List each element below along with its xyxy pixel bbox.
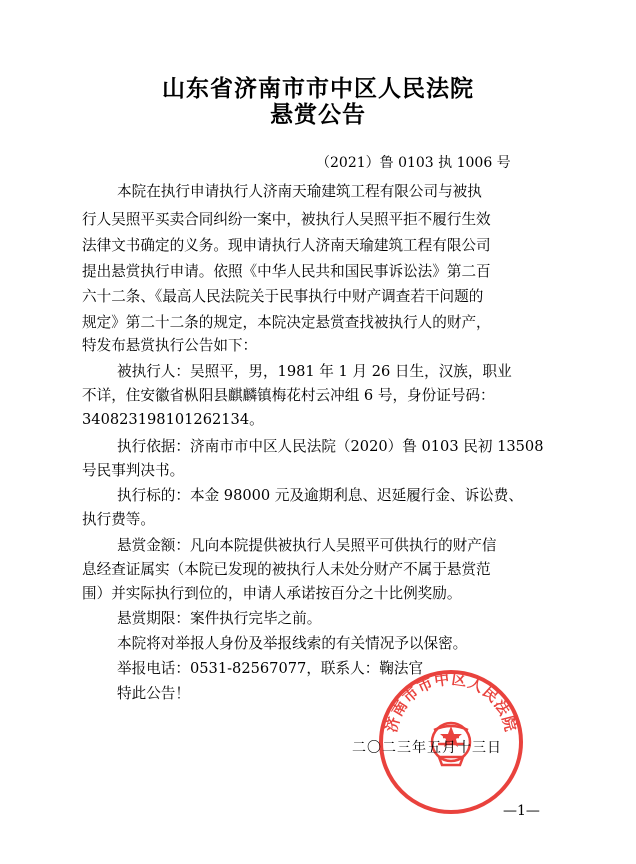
case-number: （2021）鲁 0103 执 1006 号 [316, 155, 511, 171]
body-line: 本院将对举报人身份及举报线索的有关情况予以保密。 [117, 635, 468, 652]
body-line: 息经查证属实（本院已发现的被执行人未处分财产不属于悬赏范 [82, 561, 491, 578]
body-line: 被执行人：吴照平，男，1981 年 1 月 26 日生，汉族，职业 [117, 363, 512, 380]
body-line: 行人吴照平买卖合同纠纷一案中，被执行人吴照平拒不履行生效 [82, 211, 491, 228]
body-line: 执行费等。 [82, 511, 155, 528]
page-number: —1— [503, 803, 540, 819]
body-line: 本院在执行申请执行人济南天瑜建筑工程有限公司与被执 [117, 183, 482, 200]
document-title: 山东省济南市市中区人民法院 [162, 75, 474, 102]
body-line: 举报电话：0531-82567077，联系人：鞠法官 [117, 660, 424, 677]
body-line: 提出悬赏执行申请。依照《中华人民共和国民事诉讼法》第二百 [82, 263, 491, 280]
body-line: 围）并实际执行到位的，申请人承诺按百分之十比例奖励。 [82, 585, 462, 602]
body-line: 特此公告！ [117, 685, 190, 702]
seal-text: 济南市市中区人民法院 [382, 669, 520, 735]
body-line: 号民事判决书。 [82, 462, 185, 479]
body-line: 执行依据：济南市市中区人民法院（2020）鲁 0103 民初 13508 [117, 438, 544, 455]
body-line: 悬赏金额：凡向本院提供被执行人吴照平可供执行的财产信 [117, 537, 497, 554]
body-line: 特发布悬赏执行公告如下： [82, 337, 258, 354]
body-line: 法律文书确定的义务。现申请执行人济南天瑜建筑工程有限公司 [82, 237, 491, 254]
document-subtitle: 悬赏公告 [270, 101, 366, 128]
body-line: 悬赏期限：案件执行完毕之前。 [117, 610, 322, 627]
body-line: 执行标的：本金 98000 元及逾期利息、迟延履行金、诉讼费、 [117, 487, 523, 504]
issue-date: 二〇二三年五月十三日 [352, 740, 502, 756]
body-line: 340823198101262134。 [82, 411, 264, 428]
body-line: 六十二条、《最高人民法院关于民事执行中财产调查若干问题的 [82, 288, 484, 305]
body-line: 不详，住安徽省枞阳县麒麟镇梅花村云冲组 6 号，身份证号码： [82, 387, 495, 404]
body-line: 规定》第二十二条的规定，本院决定悬赏查找被执行人的财产， [82, 314, 491, 331]
